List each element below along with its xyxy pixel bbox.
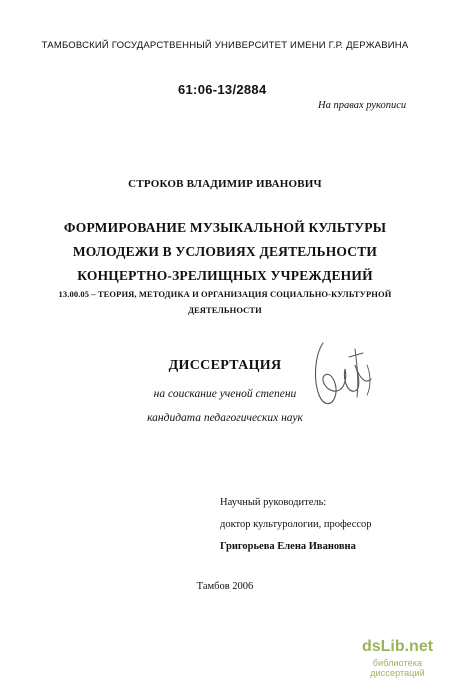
title-line: ФОРМИРОВАНИЕ МУЗЫКАЛЬНОЙ КУЛЬТУРЫ xyxy=(63,220,387,235)
supervisor-name: Григорьева Елена Ивановна xyxy=(220,541,356,552)
degree-line: кандидата педагогических наук xyxy=(147,412,303,424)
specialty xyxy=(0,286,450,318)
title-line: МОЛОДЕЖИ В УСЛОВИЯХ ДЕЯТЕЛЬНОСТИ xyxy=(72,244,378,259)
specialty-line: 13.00.05 – ТЕОРИЯ, МЕТОДИКА И ОРГАНИЗАЦИЯ СОЦИАЛЬНО-КУЛЬТУРНОЙ xyxy=(58,289,392,299)
watermark xyxy=(350,638,445,678)
degree-line: на соискание ученой степени xyxy=(153,388,297,400)
supervisor-block xyxy=(220,492,372,558)
signature xyxy=(305,335,385,415)
archive-code: 61:06-13/2884 xyxy=(178,82,267,97)
university-name: ТАМБОВСКИЙ ГОСУДАРСТВЕННЫЙ УНИВЕРСИТЕТ ИМЕНИ Г.Р. ДЕРЖАВИНА xyxy=(41,40,409,51)
watermark-subtitle: библиотека диссертаций xyxy=(370,658,425,678)
title-line: КОНЦЕРТНО-ЗРЕЛИЩНЫХ УЧРЕЖДЕНИЙ xyxy=(77,268,373,283)
dissertation-title xyxy=(0,216,450,288)
author-name: СТРОКОВ ВЛАДИМИР ИВАНОВИЧ xyxy=(128,178,322,190)
rights-note: На правах рукописи xyxy=(318,100,407,111)
place-year: Тамбов 2006 xyxy=(196,581,254,592)
document-type: ДИССЕРТАЦИЯ xyxy=(168,358,282,373)
supervisor-label: Научный руководитель: xyxy=(220,497,327,508)
supervisor-position: доктор культурологии, профессор xyxy=(220,519,372,530)
specialty-line: ДЕЯТЕЛЬНОСТИ xyxy=(188,305,262,315)
watermark-logo: dsLib.net xyxy=(361,638,434,655)
